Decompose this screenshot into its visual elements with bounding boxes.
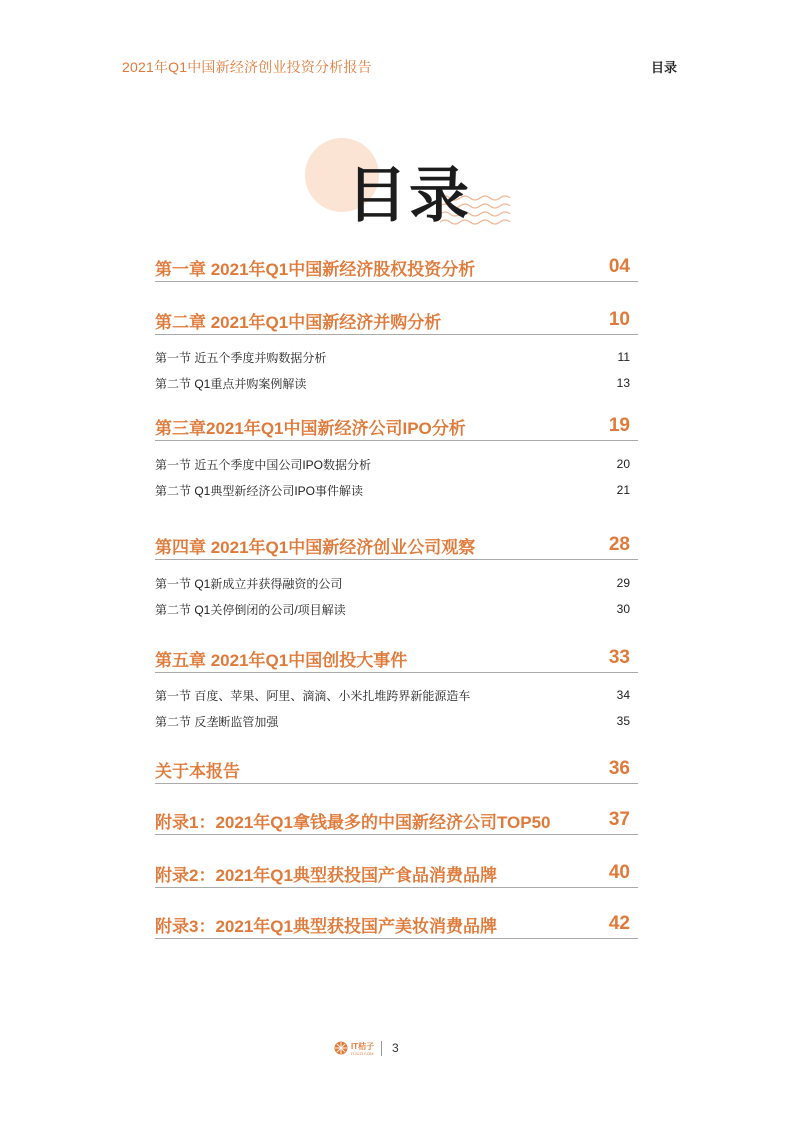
toc-section-3-2[interactable]	[155, 481, 638, 499]
orange-logo-icon	[334, 1041, 348, 1055]
toc-entry-title: 第一章 2021年Q1中国新经济股权投资分析	[155, 259, 476, 279]
toc-entry-page: 28	[608, 534, 630, 555]
toc-section-4-2[interactable]	[155, 600, 638, 618]
toc-entry-page: 34	[616, 688, 630, 702]
toc-section-3-1[interactable]	[155, 455, 638, 473]
toc-entry-page: 04	[608, 256, 630, 277]
toc-entry-title: 第一节 百度、苹果、阿里、滴滴、小米扎堆跨界新能源造车	[155, 688, 471, 703]
page-number: 3	[392, 1041, 399, 1055]
toc-entry-title: 第二节 反垄断监管加强	[155, 714, 279, 729]
toc-entry-title: 附录2：2021年Q1典型获投国产食品消费品牌	[155, 865, 497, 885]
toc-entry-title: 第二节 Q1典型新经济公司IPO事件解读	[155, 483, 364, 498]
toc-entry-title: 第一节 近五个季度中国公司IPO数据分析	[155, 457, 372, 472]
footer-divider	[381, 1041, 382, 1056]
toc-entry-page: 36	[608, 758, 630, 779]
toc-about-report[interactable]	[155, 755, 638, 784]
toc-section-5-1[interactable]	[155, 686, 638, 704]
toc-entry-page: 40	[608, 862, 630, 883]
toc-chapter-5[interactable]	[155, 644, 638, 673]
toc-entry-title: 第三章2021年Q1中国新经济公司IPO分析	[155, 418, 466, 438]
page-footer	[0, 1040, 793, 1058]
toc-appendix-2[interactable]	[155, 859, 638, 888]
toc-chapter-3[interactable]	[155, 412, 638, 441]
toc-section-2-1[interactable]	[155, 348, 638, 366]
toc-entry-page: 11	[617, 350, 630, 364]
header-section-label: 目录	[651, 60, 678, 75]
toc-appendix-1[interactable]	[155, 806, 638, 835]
footer-brand: IT桔子	[351, 1042, 375, 1051]
toc-entry-page: 42	[608, 913, 630, 934]
toc-entry-title: 第五章 2021年Q1中国创投大事件	[155, 650, 408, 670]
toc-entry-page: 13	[616, 376, 630, 390]
toc-entry-page: 21	[616, 483, 630, 497]
toc-entry-title: 第二节 Q1关停倒闭的公司/项目解读	[155, 602, 346, 617]
toc-entry-page: 20	[616, 457, 630, 471]
toc-entry-title: 第四章 2021年Q1中国新经济创业公司观察	[155, 537, 476, 557]
toc-entry-title: 第二节 Q1重点并购案例解读	[155, 376, 307, 391]
toc-entry-title: 附录3：2021年Q1典型获投国产美妆消费品牌	[155, 916, 497, 936]
toc-section-5-2[interactable]	[155, 712, 638, 730]
footer-brand-url: ITJUZI.COM	[351, 1051, 374, 1056]
toc-entry-page: 35	[616, 714, 630, 728]
toc-heading: 目录	[347, 161, 471, 231]
toc-entry-page: 29	[616, 576, 630, 590]
toc-entry-page: 19	[608, 415, 630, 436]
toc-entry-title: 第二章 2021年Q1中国新经济并购分析	[155, 312, 442, 332]
toc-chapter-4[interactable]	[155, 531, 638, 560]
toc-entry-title: 关于本报告	[155, 761, 240, 781]
toc-entry-title: 第一节 Q1新成立并获得融资的公司	[155, 576, 343, 591]
toc-chapter-1[interactable]	[155, 253, 638, 282]
toc-appendix-3[interactable]	[155, 910, 638, 939]
toc-entry-page: 10	[608, 309, 630, 330]
toc-entry-page: 33	[608, 647, 630, 668]
toc-entry-page: 30	[616, 602, 630, 616]
toc-section-4-1[interactable]	[155, 574, 638, 592]
report-title: 2021年Q1中国新经济创业投资分析报告	[122, 59, 372, 75]
toc-chapter-2[interactable]	[155, 306, 638, 335]
toc-section-2-2[interactable]	[155, 374, 638, 392]
toc-entry-page: 37	[608, 809, 630, 830]
toc-entry-title: 第一节 近五个季度并购数据分析	[155, 350, 327, 365]
toc-entry-title: 附录1：2021年Q1拿钱最多的中国新经济公司TOP50	[155, 812, 551, 832]
